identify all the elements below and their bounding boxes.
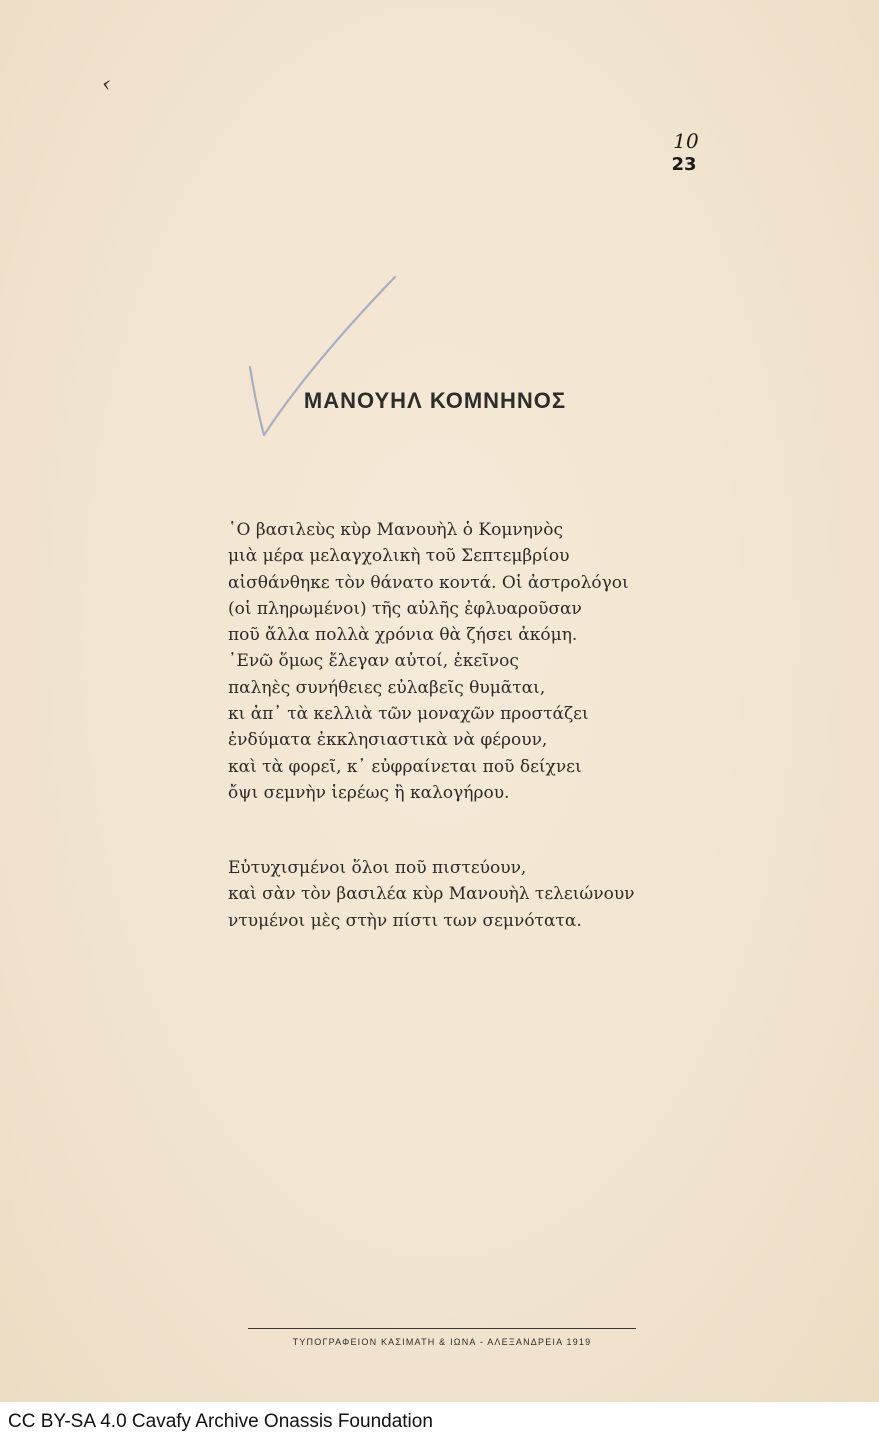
handwritten-page-number: 10 xyxy=(673,129,699,153)
poem-title: ΜΑΝΟΥΗΛ ΚΟΜΝΗΝΟΣ xyxy=(303,388,567,413)
poem-stanza-1 xyxy=(228,517,629,806)
poem-line: (οἱ πληρωμένοι) τῆς αὐλῆς ἐφλυαροῦσαν xyxy=(228,598,582,619)
poem-stanza-2 xyxy=(228,855,635,934)
crossed-out-page-number: 23 xyxy=(671,154,697,175)
printer-imprint: ΤΥΠΟΓΡΑΦΕΙΟΝ ΚΑΣΙΜΑΤΗ & ΙΩΝΑ - ΑΛΕΞΑΝΔΡΕΙΑ 1919 xyxy=(292,1337,592,1347)
poem-line: ποῦ ἄλλα πολλὰ χρόνια θὰ ζήσει ἀκόμη. xyxy=(228,625,578,646)
pencil-check-mark-icon xyxy=(240,275,410,445)
poem-line: ἐνδύματα ἐκκλησιαστικὰ νὰ φέρουν, xyxy=(228,730,548,751)
license-credit: CC BY-SA 4.0 Cavafy Archive Onassis Foundation xyxy=(8,1411,433,1432)
poem-line: καὶ τὰ φορεῖ, κ᾽ εὐφραίνεται ποῦ δείχνει xyxy=(228,756,582,777)
poem-line: καὶ σὰν τὸν βασιλέα κὺρ Μανουὴλ τελειώνουν xyxy=(228,884,635,905)
footer-rule xyxy=(248,1328,636,1329)
poem-line: παληὲς συνήθειες εὐλαβεῖς θυμᾶται, xyxy=(228,677,546,698)
poem-line: αἰσθάνθηκε τὸν θάνατο κοντά. Οἱ ἀστρολόγοι xyxy=(228,572,629,593)
poem-line: ντυμένοι μὲς στὴν πίστι των σεμνότατα. xyxy=(228,910,582,931)
poem-line: ῾Ο βασιλεὺς κὺρ Μανουὴλ ὁ Κομνηνὸς xyxy=(228,520,564,540)
poem-line: Εὐτυχισμένοι ὅλοι ποῦ πιστεύουν, xyxy=(228,858,527,878)
poem-line: κι ἀπ᾽ τὰ κελλιὰ τῶν μοναχῶν προστάζει xyxy=(228,704,589,725)
poem-line: μιὰ μέρα μελαγχολικὴ τοῦ Σεπτεμβρίου xyxy=(228,546,570,567)
poem-line: ᾽Ενῶ ὅμως ἔλεγαν αὐτοί, ἐκεῖνος xyxy=(228,651,519,672)
poem-line: ὄψι σεμνὴν ἱερέως ἢ καλογήρου. xyxy=(228,782,510,803)
corner-mark: ‹ xyxy=(99,71,113,98)
